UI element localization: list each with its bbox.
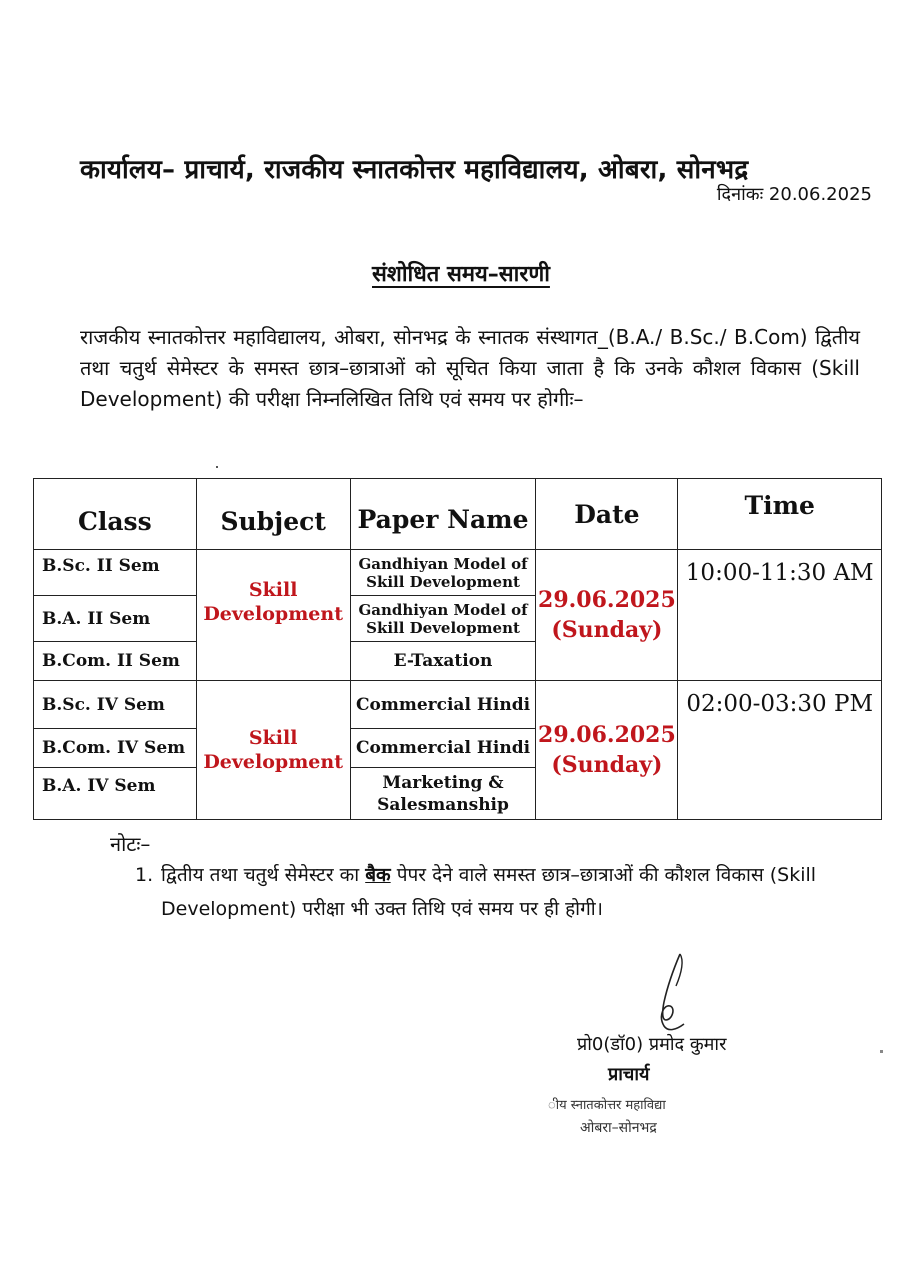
subject-line: Skill <box>248 727 298 749</box>
header-paper-name: Paper Name <box>350 479 536 550</box>
speck <box>216 466 218 468</box>
date-cell <box>536 681 678 820</box>
timetable-header-row <box>34 479 882 550</box>
note-text <box>161 858 875 926</box>
speck <box>880 1050 883 1053</box>
handwritten-signature <box>640 950 700 1040</box>
header-date: Date <box>536 479 678 550</box>
subject-line: Development <box>203 603 343 625</box>
class-cell: B.A. II Sem <box>34 596 197 642</box>
paper-cell <box>350 768 536 820</box>
signatory-designation: प्राचार्य <box>608 1064 650 1085</box>
paper-line: Salesmanship <box>377 794 509 815</box>
paper-line: Skill Development <box>366 618 520 637</box>
class-cell: B.Sc. IV Sem <box>34 681 197 729</box>
paper-cell <box>350 550 536 596</box>
table-row <box>34 550 882 596</box>
header-time: Time <box>678 479 882 550</box>
stamp-line: ओबरा–सोनभद्र <box>580 1120 657 1136</box>
paper-line: Skill Development <box>366 572 520 591</box>
paper-cell: Commercial Hindi <box>350 681 536 729</box>
subject-cell <box>196 681 350 820</box>
note-text-part: पेपर देने वाले समस्त छात्र–छात्राओं की कौशल विकास (Skill Development) परीक्षा भी उक्त तिथि एवं समय पर ही होगी। <box>161 864 817 920</box>
subject-cell <box>196 550 350 681</box>
header-class: Class <box>34 479 197 550</box>
note-item <box>135 858 875 926</box>
date-cell <box>536 550 678 681</box>
note-number: 1. <box>135 864 154 886</box>
header-subject: Subject <box>196 479 350 550</box>
time-cell: 10:00-11:30 AM <box>678 550 882 681</box>
class-cell: B.A. IV Sem <box>34 768 197 820</box>
paper-line: Gandhiyan Model of <box>358 600 528 619</box>
office-heading: कार्यालय– प्राचार्य, राजकीय स्नातकोत्तर महाविद्यालय, ओबरा, सोनभद्र <box>80 155 749 185</box>
notice-date: दिनांकः 20.06.2025 <box>716 184 872 205</box>
document-title: संशोधित समय–सारणी <box>372 262 550 287</box>
note-text-part: द्वितीय तथा चतुर्थ सेमेस्टर का <box>161 864 366 886</box>
stamp-line: ीय स्नातकोत्तर महाविद्या <box>548 1098 666 1113</box>
table-row <box>34 681 882 729</box>
paper-line: Marketing & <box>382 772 504 793</box>
signatory-name: प्रो0(डॉ0) प्रमोद कुमार <box>577 1034 727 1055</box>
date-value: 29.06.2025 <box>538 722 676 748</box>
timetable <box>33 478 882 820</box>
class-cell: B.Com. II Sem <box>34 642 197 681</box>
paper-line: Gandhiyan Model of <box>358 554 528 573</box>
day-value: (Sunday) <box>551 617 663 643</box>
paper-cell: Commercial Hindi <box>350 729 536 768</box>
intro-paragraph: राजकीय स्नातकोत्तर महाविद्यालय, ओबरा, सोनभद्र के स्नातक संस्थागत_(B.A./ B.Sc./ B.Com) द्वितीय तथा चतुर्थ सेमेस्टर के समस्त छात्र–छात्राओं को सूचित किया जाता है कि उनके कौशल विकास (Skill Development) की परीक्षा निम्नलिखित तिथि एवं समय पर होगीः– <box>80 325 860 411</box>
date-value: 29.06.2025 <box>538 587 676 613</box>
time-cell: 02:00-03:30 PM <box>678 681 882 820</box>
subject-line: Skill <box>248 579 298 601</box>
subject-line: Development <box>203 751 343 773</box>
paper-cell: E-Taxation <box>350 642 536 681</box>
note-heading: नोटः– <box>110 832 151 856</box>
class-cell: B.Com. IV Sem <box>34 729 197 768</box>
note-text-emphasis: बैक <box>365 864 391 886</box>
class-cell: B.Sc. II Sem <box>34 550 197 596</box>
day-value: (Sunday) <box>551 752 663 778</box>
paper-cell <box>350 596 536 642</box>
